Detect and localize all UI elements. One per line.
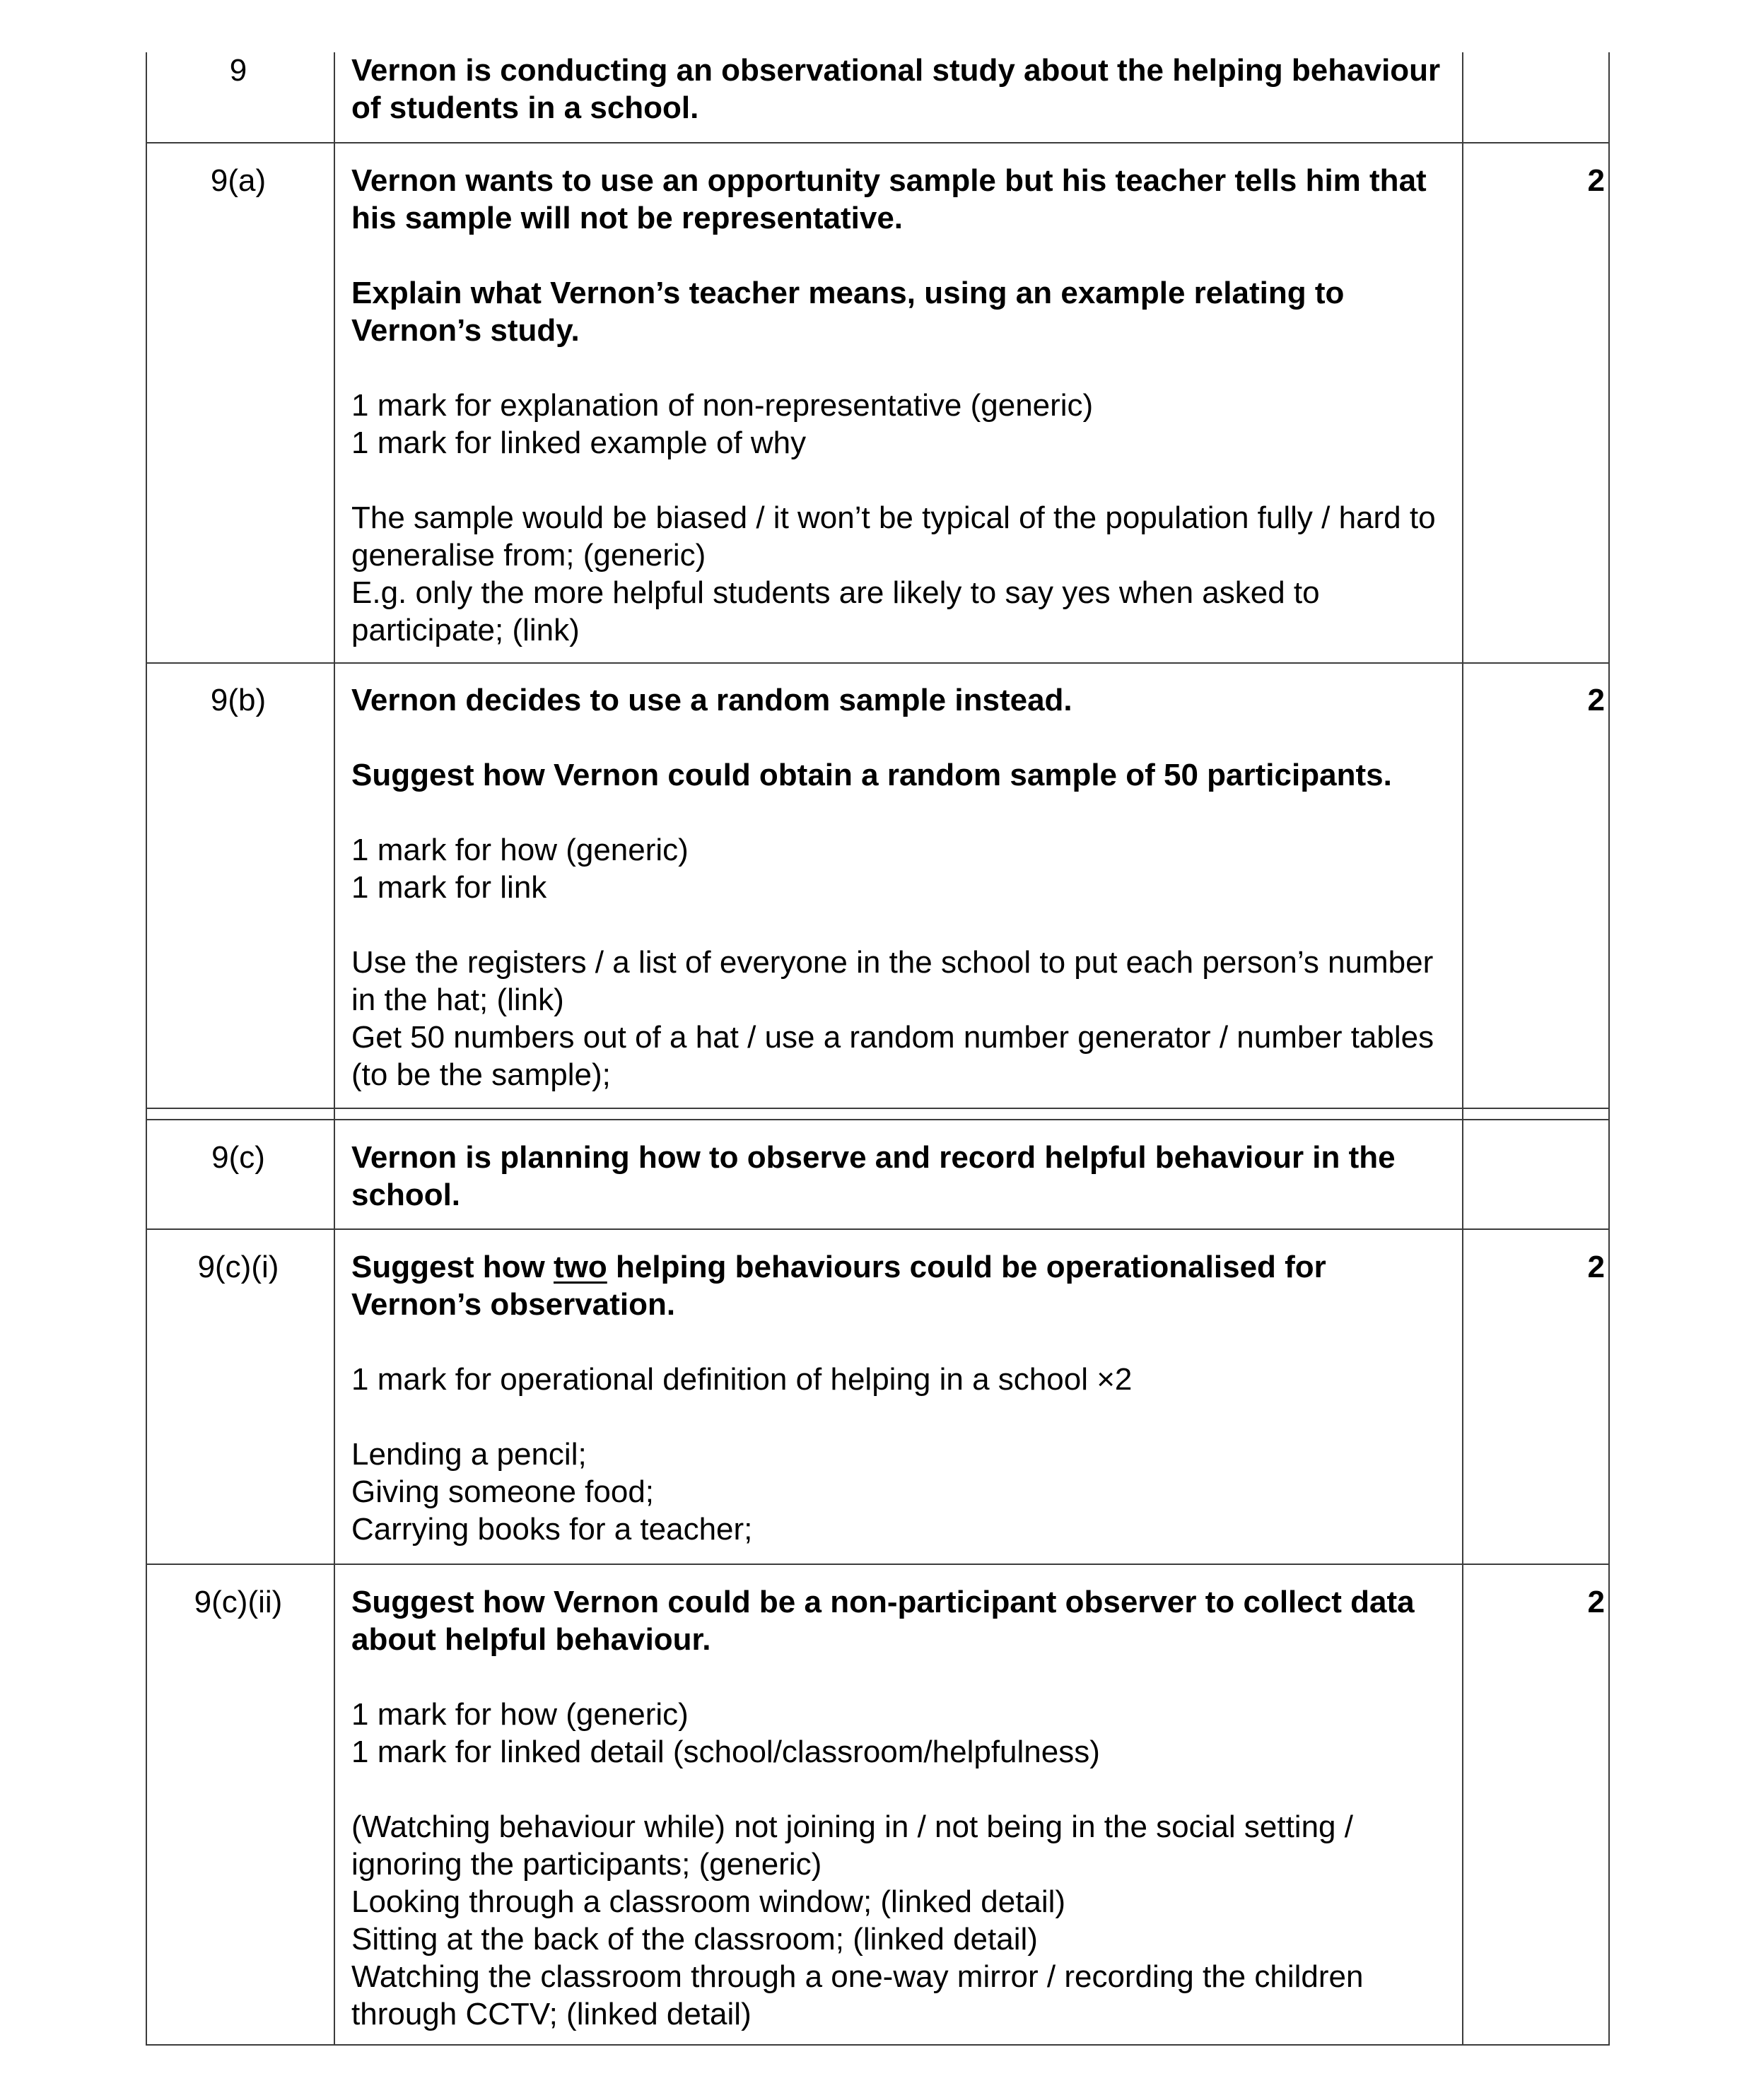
answer-line: The sample would be biased / it won’t be typical of the population fully / hard to generalise from; (generic): [351, 500, 1436, 573]
question-number: 9(b): [210, 683, 267, 717]
question-cell: [351, 1583, 1454, 2033]
mark-scheme-line: 1 mark for how (generic): [351, 1697, 689, 1732]
question-text-part: helping behaviours could be operationalised for Vernon’s observation.: [351, 1250, 1326, 1322]
question-cell: [351, 1139, 1454, 1214]
answer-line: Looking through a classroom window; (linked detail): [351, 1884, 1066, 1919]
question-text: Vernon is planning how to observe and record helpful behaviour in the school.: [351, 1140, 1396, 1212]
question-cell: [351, 681, 1454, 1093]
question-number: 9(c): [211, 1140, 265, 1175]
answer-line: Use the registers / a list of everyone in the school to put each person’s number in the hat; (link): [351, 945, 1434, 1017]
row-divider: [146, 662, 1610, 664]
question-text: Vernon wants to use an opportunity sample but his teacher tells him that his sample will not be representative.: [351, 163, 1427, 235]
answer-line: Watching the classroom through a one-way mirror / recording the children through CCTV; (linked detail): [351, 1959, 1364, 2031]
mark-scheme-line: 1 mark for operational definition of helping in a school ×2: [351, 1362, 1133, 1397]
marks-value: 2: [1587, 1250, 1605, 1284]
mark-scheme-line: 1 mark for link: [351, 870, 547, 905]
answer-line: Carrying books for a teacher;: [351, 1512, 753, 1547]
column-divider-2: [1462, 52, 1463, 2046]
table-border-bottom: [146, 2044, 1610, 2046]
question-cell: [351, 162, 1454, 649]
answer-line: Lending a pencil;: [351, 1437, 587, 1472]
answer-line: Sitting at the back of the classroom; (linked detail): [351, 1922, 1038, 1957]
question-cell: [351, 1248, 1454, 1548]
question-instruction: Explain what Vernon’s teacher means, using an example relating to Vernon’s study.: [351, 276, 1345, 348]
marks-value: 2: [1587, 163, 1605, 198]
question-number: 9(c)(ii): [194, 1585, 283, 1619]
marks-value: 2: [1587, 683, 1605, 717]
mark-scheme-line: 1 mark for how (generic): [351, 833, 689, 867]
row-divider: [146, 1228, 1610, 1230]
question-number: 9: [229, 53, 247, 88]
row-divider: [146, 1108, 1610, 1109]
answer-line: E.g. only the more helpful students are likely to say yes when asked to participate; (link): [351, 575, 1320, 647]
column-divider-1: [334, 52, 335, 2046]
question-text: Vernon is conducting an observational study about the helping behaviour of students in a school.: [351, 53, 1441, 125]
question-text-part: Suggest how: [351, 1250, 554, 1284]
answer-line: Giving someone food;: [351, 1474, 655, 1509]
question-emphasis: two: [554, 1250, 607, 1284]
question-instruction: Suggest how Vernon could obtain a random sample of 50 participants.: [351, 758, 1392, 792]
mark-scheme-line: 1 mark for linked example of why: [351, 426, 807, 460]
question-text: Vernon decides to use a random sample instead.: [351, 683, 1072, 717]
row-divider: [146, 1564, 1610, 1565]
question-text: Suggest how Vernon could be a non-participant observer to collect data about helpful behaviour.: [351, 1585, 1415, 1657]
mark-scheme-line: 1 mark for linked detail (school/classroom/helpfulness): [351, 1735, 1100, 1769]
table-border-right: [1608, 52, 1610, 2046]
answer-line: Get 50 numbers out of a hat / use a random number generator / number tables (to be the sample);: [351, 1020, 1434, 1092]
row-divider: [146, 1119, 1610, 1120]
marks-value: 2: [1587, 1585, 1605, 1619]
question-number: 9(a): [210, 163, 267, 198]
table-border-left: [146, 52, 147, 2046]
answer-line: (Watching behaviour while) not joining in / not being in the social setting / ignoring the participants; (generic): [351, 1809, 1353, 1882]
question-cell: [351, 52, 1454, 127]
question-text: [351, 1248, 1454, 1323]
question-number: 9(c)(i): [197, 1250, 279, 1284]
row-divider: [146, 142, 1610, 143]
mark-scheme-line: 1 mark for explanation of non-representative (generic): [351, 388, 1094, 423]
